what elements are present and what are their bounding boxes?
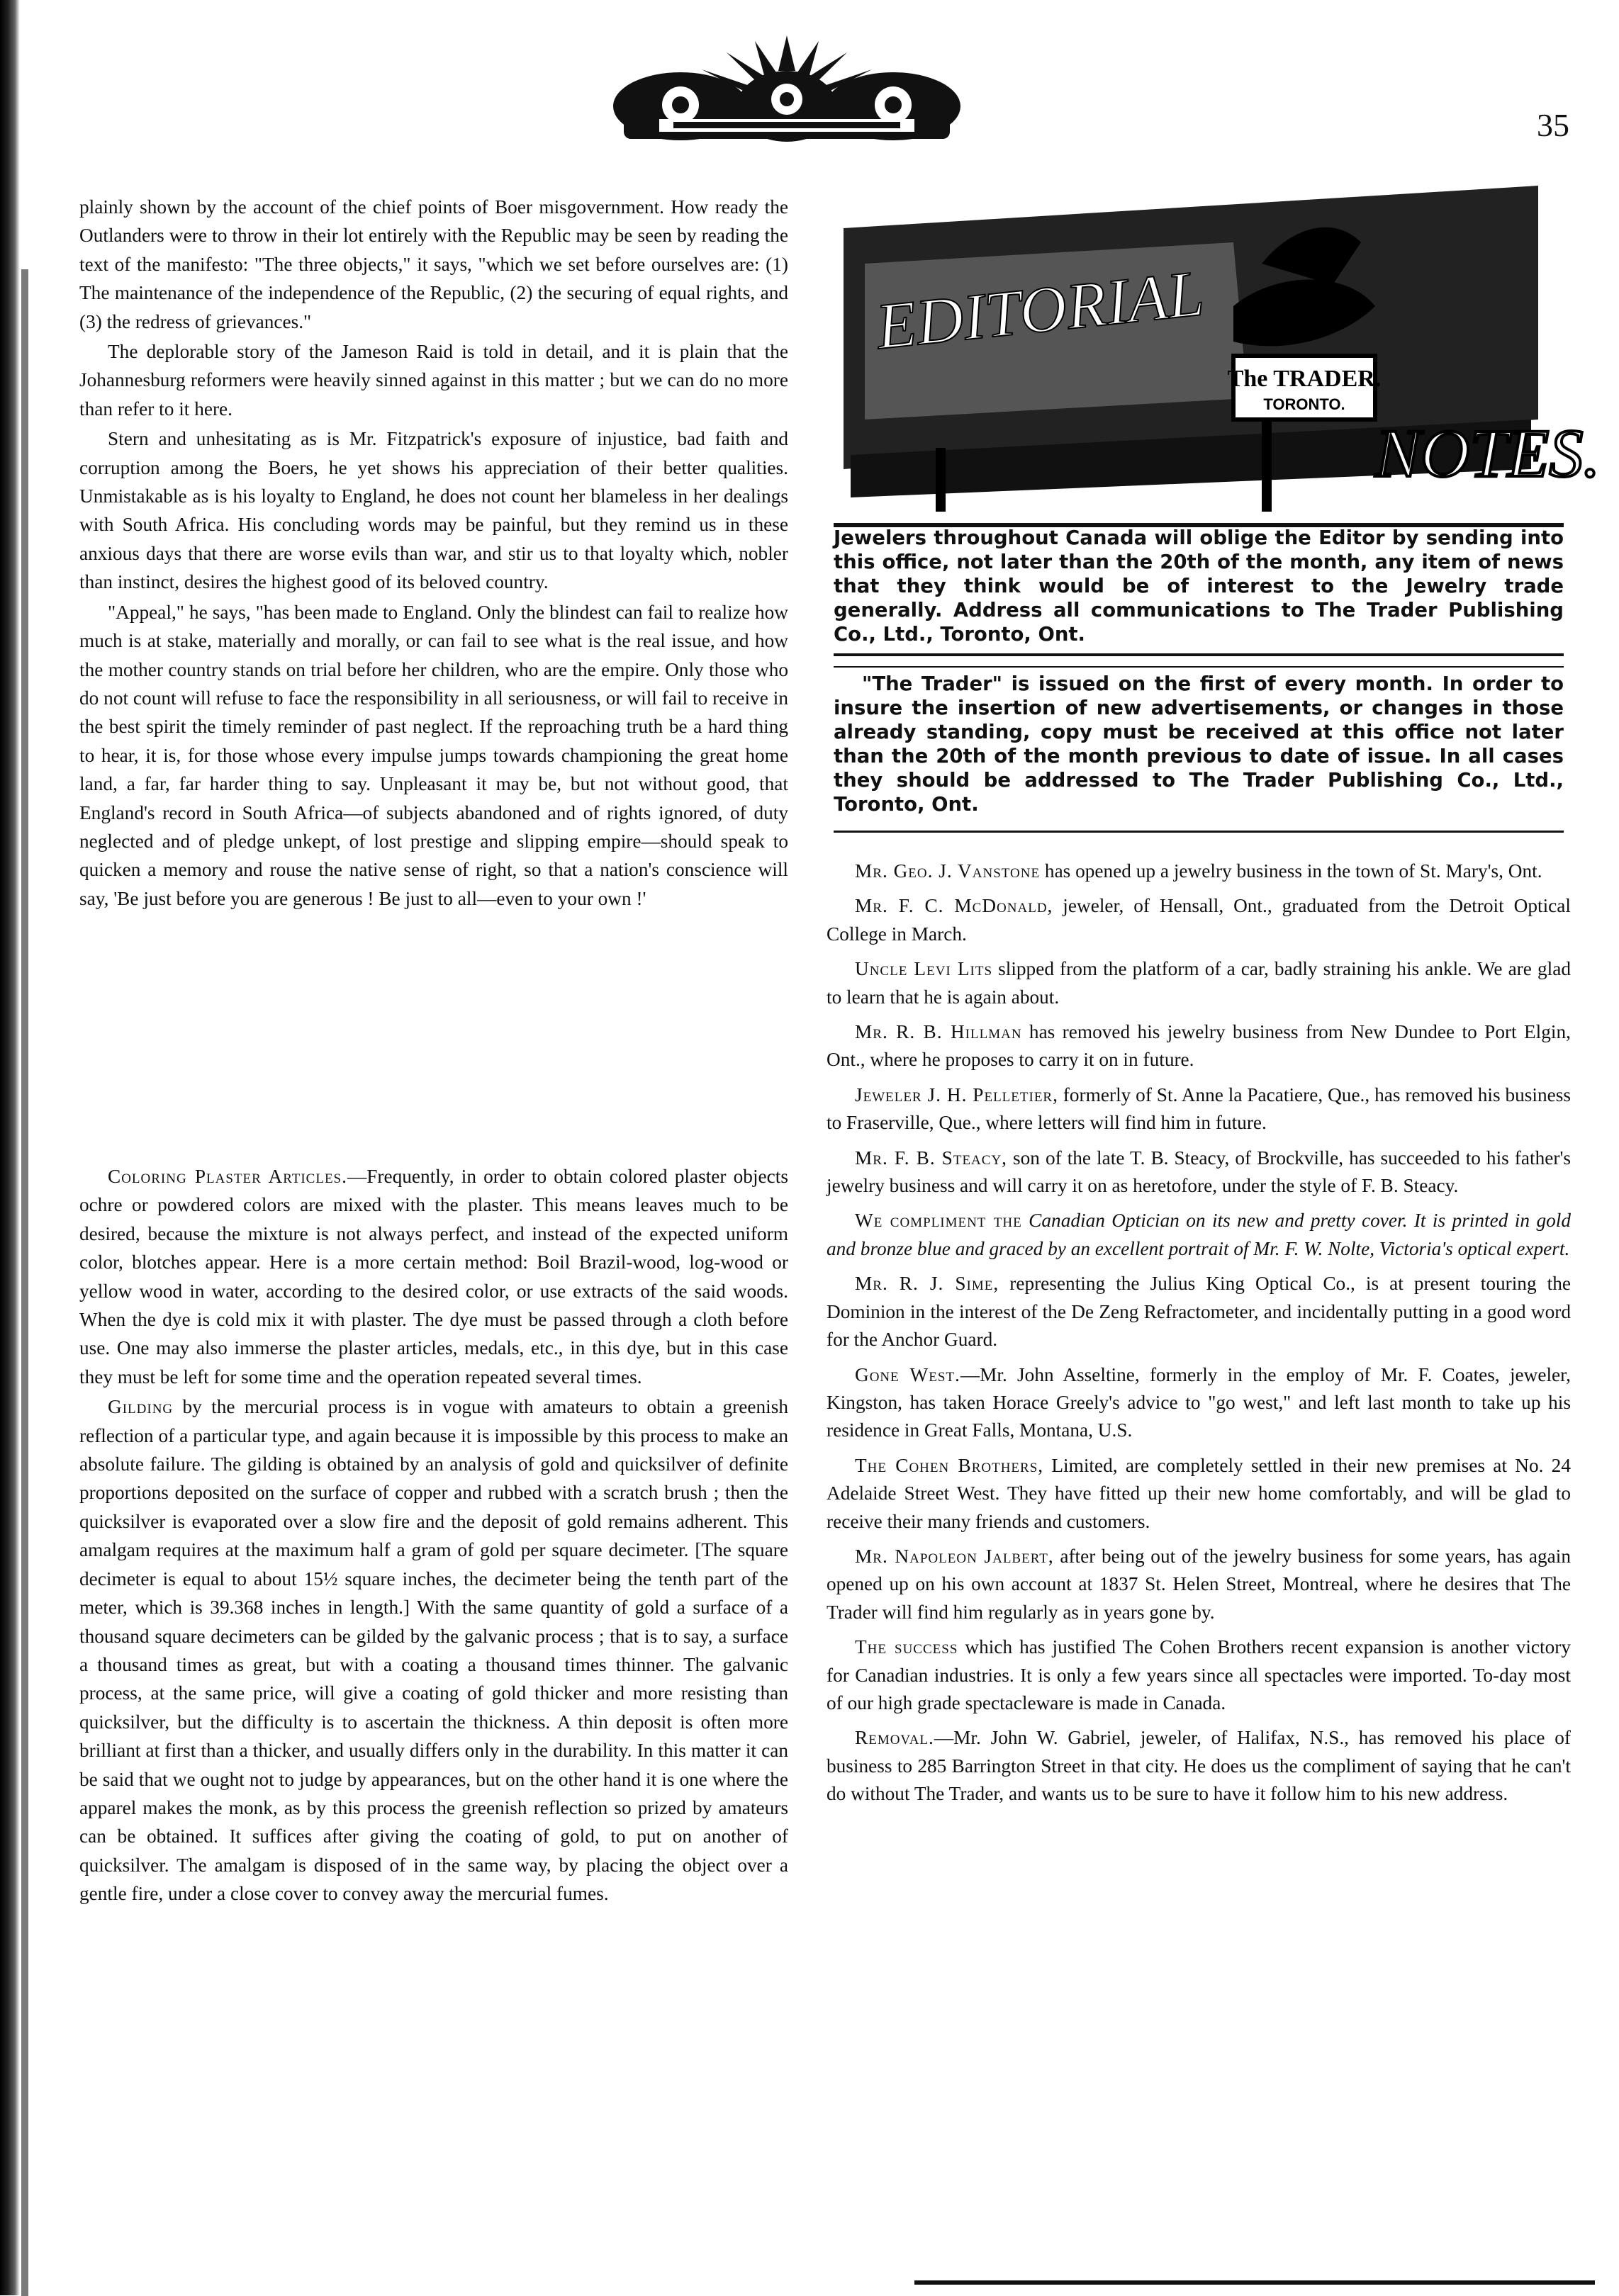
divider-rule — [834, 831, 1564, 833]
editorial-notes-banner — [836, 186, 1601, 519]
news-item-text: Limited, are completely settled in their new premises at No. 24 Adelaide Street West. They have fitted up their new home comfortably, and will be glad to receive their many friends and customers. — [827, 1454, 1571, 1532]
news-item — [827, 1361, 1571, 1445]
banner-sign-text: The TRADER. — [1227, 366, 1382, 392]
news-item-text: has opened up a jewelry business in the town of St. Mary's, Ont. — [1040, 860, 1542, 882]
news-item-heading: Mr. Napoleon Jalbert, — [855, 1545, 1054, 1567]
binding-shadow — [21, 269, 28, 2296]
banner-notes-lettering: NOTES. — [1375, 415, 1601, 491]
editor-notice — [834, 526, 1564, 646]
news-item — [827, 857, 1571, 885]
note-body: by the mercurial process is in vogue with amateurs to obtain a greenish reflection of a particular type, and again because it is impossible by this process to make an absolute failure. The gilding is obtained by an analysis of gold and quicksilver of definite proportions deposited on the surface of copper and rubbed with a scratch brush ; then the quicksilver is evaporated over a slow fire and the deposit of gold remains adherent. This amalgam requires at the maximum half a gram of gold per square decimeter. [The square decimeter is equal to about 15½ square inches, the decimeter being the tenth part of the meter, which is 39.368 inches in length.] With the same quantity of gold a surface of a thousand square decimeters can be gilded by the galvanic process ; that is to say, a surface a thousand times as great, but with a coating a thousand times thinner. The galvanic process, at the same price, will give a coating of gold thicker and more resisting than quicksilver, but the difficulty is to ascertain the thickness. A thin deposit is often more brilliant at first than a thicker, and usually differs only in the durability. In this matter it can be said that we ought not to judge by appearances, but on the other hand it is one where the apparel makes the monk, as by this process the greenish reflection so prized by amateurs can be obtained. It suffices after giving the coating of gold, to put on another of quicksilver. The amalgam is disposed of in the same way, by placing the object over a gentle fire, under a close cover to convey away the mercurial fumes. — [79, 1396, 788, 1905]
news-item-heading: The success — [855, 1636, 958, 1658]
article-paragraph: plainly shown by the account of the chief points of Boer misgovernment. How ready the Outlanders were to throw in their lot entirely with the Republic may be seen by reading the text of the manifesto: "The three objects," it says, "which we set before ourselves are: (1) The maintenance of the independence of the Republic, (2) the securing of equal rights, and (3) the redress of grievances." — [79, 196, 788, 332]
news-item — [827, 892, 1571, 948]
news-item-text: —Mr. John Asseltine, formerly in the employ of Mr. F. Coates, jeweler, Kingston, has taken Horace Greely's advice to "go west," and left last month to take up his residence in Great Falls, Montana, U.S. — [827, 1363, 1571, 1441]
news-item-text: —Mr. John W. Gabriel, jeweler, of Halifax, N.S., has removed his place of business to 285 Barrington Street in that city. He does us the compliment of saying that he can't do without The Trader, and wants us to be sure to have it follow him to his new address. — [827, 1727, 1571, 1805]
news-item — [827, 955, 1571, 1011]
news-item-text: after being out of the jewelry business for some years, has again opened up on his own account at 1837 St. Helen Street, Montreal, where he desires that The Trader will find him regularly as in years gone by. — [827, 1545, 1571, 1623]
news-item — [827, 1144, 1571, 1200]
divider-rule — [834, 653, 1564, 656]
article-paragraph: Stern and unhesitating as is Mr. Fitzpatrick's exposure of injustice, bad faith and corruption among the Boers, he yet shows his appreciation of their better qualities. Unmistakable as is his loyalty to England, he does not count her blameless in her dealings with South Africa. His concluding words may be painful, but they remind us in these anxious days that there are worse evils than war, and stir us to that loyalty which, nobler than instinct, desires the highest good of its beloved country. — [79, 428, 788, 593]
banner-sign-subtext: TORONTO. — [1263, 395, 1345, 413]
news-item-heading: The Cohen Brothers, — [855, 1454, 1044, 1476]
news-item-heading: Mr. F. B. Steacy, — [855, 1147, 1007, 1169]
article-paragraph: The deplorable story of the Jameson Raid is told in detail, and it is plain that the Johannesburg reformers were heavily sinned against in this matter ; but we can do no more than refer to it here. — [79, 341, 788, 420]
news-item-text: which has justified The Cohen Brothers recent expansion is another victory for Canadian industries. It is only a few years since all spectacles were imported. To-day most of our high grade spectacleware is made in Canada. — [827, 1636, 1571, 1713]
right-column-news — [827, 857, 1571, 1816]
news-item-heading: Gone West. — [855, 1363, 960, 1385]
news-item-text: has removed his jewelry business from New Dundee to Port Elgin, Ont., where he proposes to carry it on in future. — [827, 1021, 1571, 1071]
left-column-notes — [79, 1162, 788, 1910]
banner-editorial-lettering: EDITORIAL — [873, 257, 1207, 363]
news-item-heading: Mr. F. C. McDonald, — [855, 895, 1053, 917]
news-item-heading: Removal. — [855, 1727, 934, 1749]
issue-notice — [834, 672, 1564, 816]
news-item-text: jeweler, of Hensall, Ont., graduated from the Detroit Optical College in March. — [827, 895, 1571, 945]
news-item — [827, 1207, 1571, 1263]
note-heading: Gilding — [108, 1396, 174, 1418]
divider-rule — [834, 666, 1564, 668]
news-item — [827, 1018, 1571, 1074]
news-item-heading: Mr. Geo. J. Vanstone — [855, 860, 1041, 882]
news-item-text: formerly of St. Anne la Pacatiere, Que., has removed his business to Fraserville, Que., where letters will find him in future. — [827, 1084, 1571, 1134]
news-item — [827, 1724, 1571, 1808]
news-item — [827, 1633, 1571, 1717]
page-number: 35 — [1537, 107, 1569, 143]
footer-rule — [914, 2280, 1595, 2285]
binding-edge — [0, 0, 20, 2295]
news-item — [827, 1270, 1571, 1354]
note-body: —Frequently, in order to obtain colored plaster objects ochre or powdered colors are mixed with the plaster. This means leaves much to be desired, because the mixture is not always perfect, and instead of the expected uniform color, blotches appear. Here is a more certain method: Boil Brazil-wood, log-wood or yellow wood in water, according to the desired color, or use extracts of the said woods. When the dye is cold mix it with plaster. The dye must be passed through a cloth before use. One may also immerse the plaster articles, medals, etc., in this dye, but in this case they must be left for some time and the operation repeated several times. — [79, 1166, 788, 1388]
note-paragraph — [79, 1162, 788, 1391]
left-column-article — [79, 193, 788, 914]
article-paragraph: "Appeal," he says, "has been made to England. Only the blindest can fail to realize how much is at stake, materially and morally, or can fail to see what is the real issue, and how the mother country stands on trial before her children, who are the empire. Only those who do not count will refuse to face the responsibility in all seriousness, or will fail to receive in the best spirit the timely reminder of past neglect. If the reproaching truth be a hard thing to hear, it is, for those whose every impulse jumps towards championing the great home land, a far, far harder thing to say. Unpleasant it may be, but not without good, that England's record in South Africa—of subjects abandoned and of rights ignored, of duty neglected and of pledge unkept, of lost prestige and slipping empire—should speak to quicken a memory and rouse the native sense of right, so that a nation's conscience will say, 'Be just before you are generous ! Be just to all—even to your own !' — [79, 601, 788, 909]
masthead-ornament-icon — [603, 28, 971, 163]
news-item-heading: Jeweler J. H. Pelletier, — [855, 1084, 1058, 1105]
editor-notice-text: Jewelers throughout Canada will oblige the Editor by sending into this office, not later than the 20th of the month, any item of news that they think would be of interest to the Jewelry trade generally. Address all communications to The Trader Publishing Co., Ltd., Toronto, Ont. — [834, 527, 1564, 646]
news-item-text: representing the Julius King Optical Co., is at present touring the Dominion in the interest of the De Zeng Refractometer, and incidentally putting in a good word for the Anchor Guard. — [827, 1273, 1571, 1351]
news-item — [827, 1452, 1571, 1536]
news-item-text: son of the late T. B. Steacy, of Brockville, has succeeded to his father's jewelry business and will carry it on as heretofore, under the style of F. B. Steacy. — [827, 1147, 1571, 1197]
news-item-heading: Uncle Levi Lits — [855, 958, 993, 980]
issue-notice-text: "The Trader" is issued on the first of every month. In order to insure the insertion of new advertisements, or changes in those already standing, copy must be received at this office not later than the 20th of the month previous to date of issue. In all cases they should be addressed to The Trader Publishing Co., Ltd., Toronto, Ont. — [834, 673, 1564, 816]
news-item-heading: We compliment the — [855, 1210, 1022, 1232]
news-item — [827, 1543, 1571, 1626]
news-item-heading: Mr. R. J. Sime, — [855, 1273, 999, 1295]
news-item-heading: Mr. R. B. Hillman — [855, 1021, 1022, 1043]
news-item-text: slipped from the platform of a car, badly straining his ankle. We are glad to learn that he is again about. — [827, 958, 1571, 1008]
news-item — [827, 1081, 1571, 1137]
note-paragraph — [79, 1392, 788, 1908]
news-item-text: Canadian Optician on its new and pretty cover. It is printed in gold and bronze blue and graced by an excellent portrait of Mr. F. W. Nolte, Victoria's optical expert. — [827, 1210, 1571, 1259]
note-heading: Coloring Plaster Articles. — [108, 1166, 347, 1187]
